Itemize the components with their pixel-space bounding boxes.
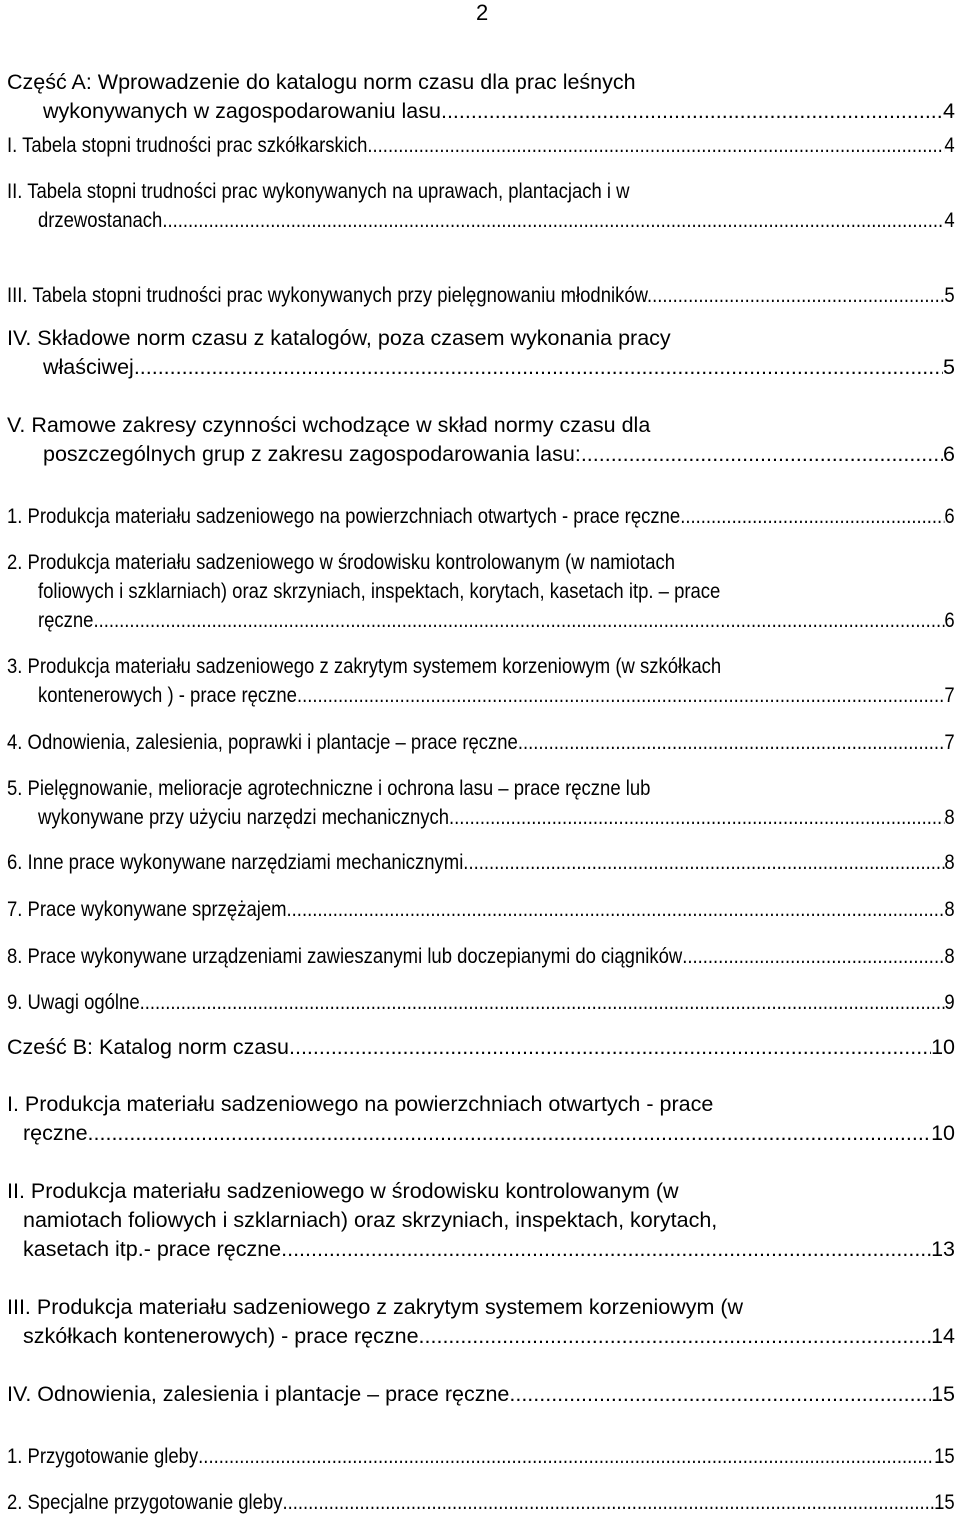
toc-entry-b-iv-2[interactable]	[7, 1488, 955, 1517]
toc-page-number: 10	[931, 1121, 955, 1145]
leader-dots	[463, 848, 944, 877]
leader-dots	[682, 942, 944, 971]
toc-entry-last-line: 9. Uwagi ogólne ..... 9	[7, 988, 955, 1017]
toc-entry-last-line: ręczne ..... 6	[7, 606, 955, 635]
toc-entry-last-line: kasetach itp.- prace ręczne ..... 13	[7, 1235, 955, 1264]
leader-dots	[140, 988, 945, 1017]
toc-entry-last-line: poszczególnych grup z zakresu zagospodarowania lasu: ..... 6	[7, 440, 955, 469]
toc-entry-8[interactable]	[7, 942, 955, 971]
toc-page-number: 6	[944, 504, 955, 528]
leader-dots	[454, 803, 944, 832]
leader-dots	[289, 1033, 931, 1062]
toc-page-number: 8	[944, 850, 955, 874]
toc-entry-line: III. Produkcja materiału sadzeniowego z zakrytym systemem korzeniowym (w	[7, 1295, 744, 1319]
toc-entry-line: II. Produkcja materiału sadzeniowego w środowisku kontrolowanym (w	[7, 1179, 679, 1203]
toc-entry-last-line: 1. Produkcja materiału sadzeniowego na powierzchniach otwartych - prace ręczne ..... 6	[7, 502, 955, 531]
toc-entry-line: I. Produkcja materiału sadzeniowego na powierzchniach otwartych - prace	[7, 1092, 714, 1116]
page-number: 2	[476, 0, 489, 25]
toc-page-number: 13	[931, 1237, 955, 1261]
toc-page-number: 10	[931, 1035, 955, 1059]
toc-entry-b-ii[interactable]	[7, 1177, 955, 1264]
toc-entry-last-line: drzewostanach ..... 4	[7, 206, 955, 235]
toc-entry-tabela-1[interactable]	[7, 131, 955, 160]
toc-entry-line: V. Ramowe zakresy czynności wchodzące w skład normy czasu dla	[7, 413, 651, 437]
leader-dots	[287, 895, 945, 924]
toc-entry-9[interactable]	[7, 988, 955, 1017]
toc-entry-6[interactable]	[7, 848, 955, 877]
toc-entry-3[interactable]	[7, 652, 955, 710]
toc-page-number: 5	[943, 355, 955, 379]
toc-entry-last-line: szkółkach kontenerowych) - prace ręczne ..... 14	[7, 1322, 955, 1351]
toc-entry-line: II. Tabela stopni trudności prac wykonywanych na uprawach, plantacjach i w	[7, 179, 630, 203]
toc-entry-last-line: wykonywane przy użyciu narzędzi mechanicznych. ..... 8	[7, 803, 955, 832]
toc-page-number: 7	[944, 683, 955, 707]
leader-dots	[419, 1322, 932, 1351]
toc-entry-last-line: Cześć B: Katalog norm czasu ..... 10	[7, 1033, 955, 1062]
toc-entry-line: foliowych i szklarniach) oraz skrzyniach, inspektach, korytach, kasetach itp. – prace	[37, 579, 721, 603]
toc-entry-4[interactable]	[7, 728, 955, 757]
toc-entry-b-iv[interactable]	[7, 1380, 955, 1409]
leader-dots	[282, 1488, 934, 1517]
leader-dots	[162, 206, 944, 235]
toc-entry-czesc-a[interactable]	[7, 68, 955, 126]
leader-dots	[93, 606, 944, 635]
toc-entry-2[interactable]	[7, 548, 955, 635]
toc-page-number: 9	[944, 990, 955, 1014]
leader-dots	[581, 440, 943, 469]
toc-entry-line: 3. Produkcja materiału sadzeniowego z zakrytym systemem korzeniowym (w szkółkach	[7, 654, 722, 678]
toc-page-number: 6	[943, 442, 955, 466]
toc-entry-last-line: 7. Prace wykonywane sprzężajem ..... 8	[7, 895, 955, 924]
toc-entry-last-line: właściwej ..... 5	[7, 353, 955, 382]
toc-entry-last-line: I. Tabela stopni trudności prac szkółkarskich ..... 4	[7, 131, 955, 160]
toc-entry-last-line: IV. Odnowienia, zalesienia i plantacje – prace ręczne ..... 15	[7, 1380, 955, 1409]
toc-entry-line: 2. Produkcja materiału sadzeniowego w środowisku kontrolowanym (w namiotach	[7, 550, 676, 574]
toc-entry-last-line: 2. Specjalne przygotowanie gleby ..... 15	[7, 1488, 955, 1517]
toc-entry-ramowe[interactable]	[7, 411, 955, 469]
toc-page-number: 8	[944, 805, 955, 829]
toc-entry-czesc-b[interactable]	[7, 1033, 955, 1062]
toc-page-number: 15	[934, 1444, 955, 1468]
toc-page-number: 8	[944, 944, 955, 968]
leader-dots	[367, 131, 944, 160]
toc-entry-tabela-2[interactable]	[7, 177, 955, 235]
leader-dots	[441, 97, 943, 126]
toc-entry-7[interactable]	[7, 895, 955, 924]
toc-entry-last-line: III. Tabela stopni trudności prac wykonywanych przy pielęgnowaniu młodników. ..... 5	[7, 281, 955, 310]
leader-dots	[297, 681, 944, 710]
toc-entry-last-line: wykonywanych w zagospodarowaniu lasu ..... 4	[7, 97, 955, 126]
toc-entry-1[interactable]	[7, 502, 955, 531]
toc-entry-last-line: 6. Inne prace wykonywane narzędziami mechanicznymi ..... 8	[7, 848, 955, 877]
leader-dots	[198, 1442, 934, 1471]
toc-entry-skladowe[interactable]	[7, 324, 955, 382]
toc-entry-last-line: 4. Odnowienia, zalesienia, poprawki i plantacje – prace ręczne ..... 7	[7, 728, 955, 757]
leader-dots	[509, 1380, 931, 1409]
toc-page-number: 15	[934, 1490, 955, 1514]
toc-page-number: 5	[944, 283, 955, 307]
toc-page-number: 4	[944, 208, 955, 232]
toc-page-number: 8	[944, 897, 955, 921]
toc-page-number: 7	[944, 730, 955, 754]
toc-entry-line: 5. Pielęgnowanie, melioracje agrotechniczne i ochrona lasu – prace ręczne lub	[7, 776, 651, 800]
leader-dots	[518, 728, 945, 757]
toc-entry-tabela-3[interactable]	[7, 281, 955, 310]
leader-dots	[134, 353, 943, 382]
leader-dots	[680, 502, 944, 531]
toc-entry-b-iv-1[interactable]	[7, 1442, 955, 1471]
leader-dots	[652, 281, 944, 310]
toc-entry-last-line: 8. Prace wykonywane urządzeniami zawieszanymi lub doczepianymi do ciągników ..... 8	[7, 942, 955, 971]
toc-entry-last-line: kontenerowych ) - prace ręczne ..... 7	[7, 681, 955, 710]
toc-entry-line: IV. Składowe norm czasu z katalogów, poza czasem wykonania pracy	[7, 326, 671, 350]
toc-page-number: 14	[931, 1324, 955, 1348]
toc-entry-last-line: ręczne ..... 10	[7, 1119, 955, 1148]
toc-page-number: 15	[931, 1382, 955, 1406]
toc-entry-b-i[interactable]	[7, 1090, 955, 1148]
leader-dots	[88, 1119, 932, 1148]
toc-page-number: 6	[944, 608, 955, 632]
toc-entry-line: namiotach foliowych i szklarniach) oraz skrzyniach, inspektach, korytach,	[23, 1208, 718, 1232]
toc-page-number: 4	[944, 133, 955, 157]
toc-page-number: 4	[943, 99, 955, 123]
toc-entry-last-line: 1. Przygotowanie gleby ..... 15	[7, 1442, 955, 1471]
toc-entry-b-iii[interactable]	[7, 1293, 955, 1351]
toc-entry-5[interactable]	[7, 774, 955, 832]
toc-entry-line: Część A: Wprowadzenie do katalogu norm czasu dla prac leśnych	[7, 70, 636, 94]
leader-dots	[281, 1235, 931, 1264]
